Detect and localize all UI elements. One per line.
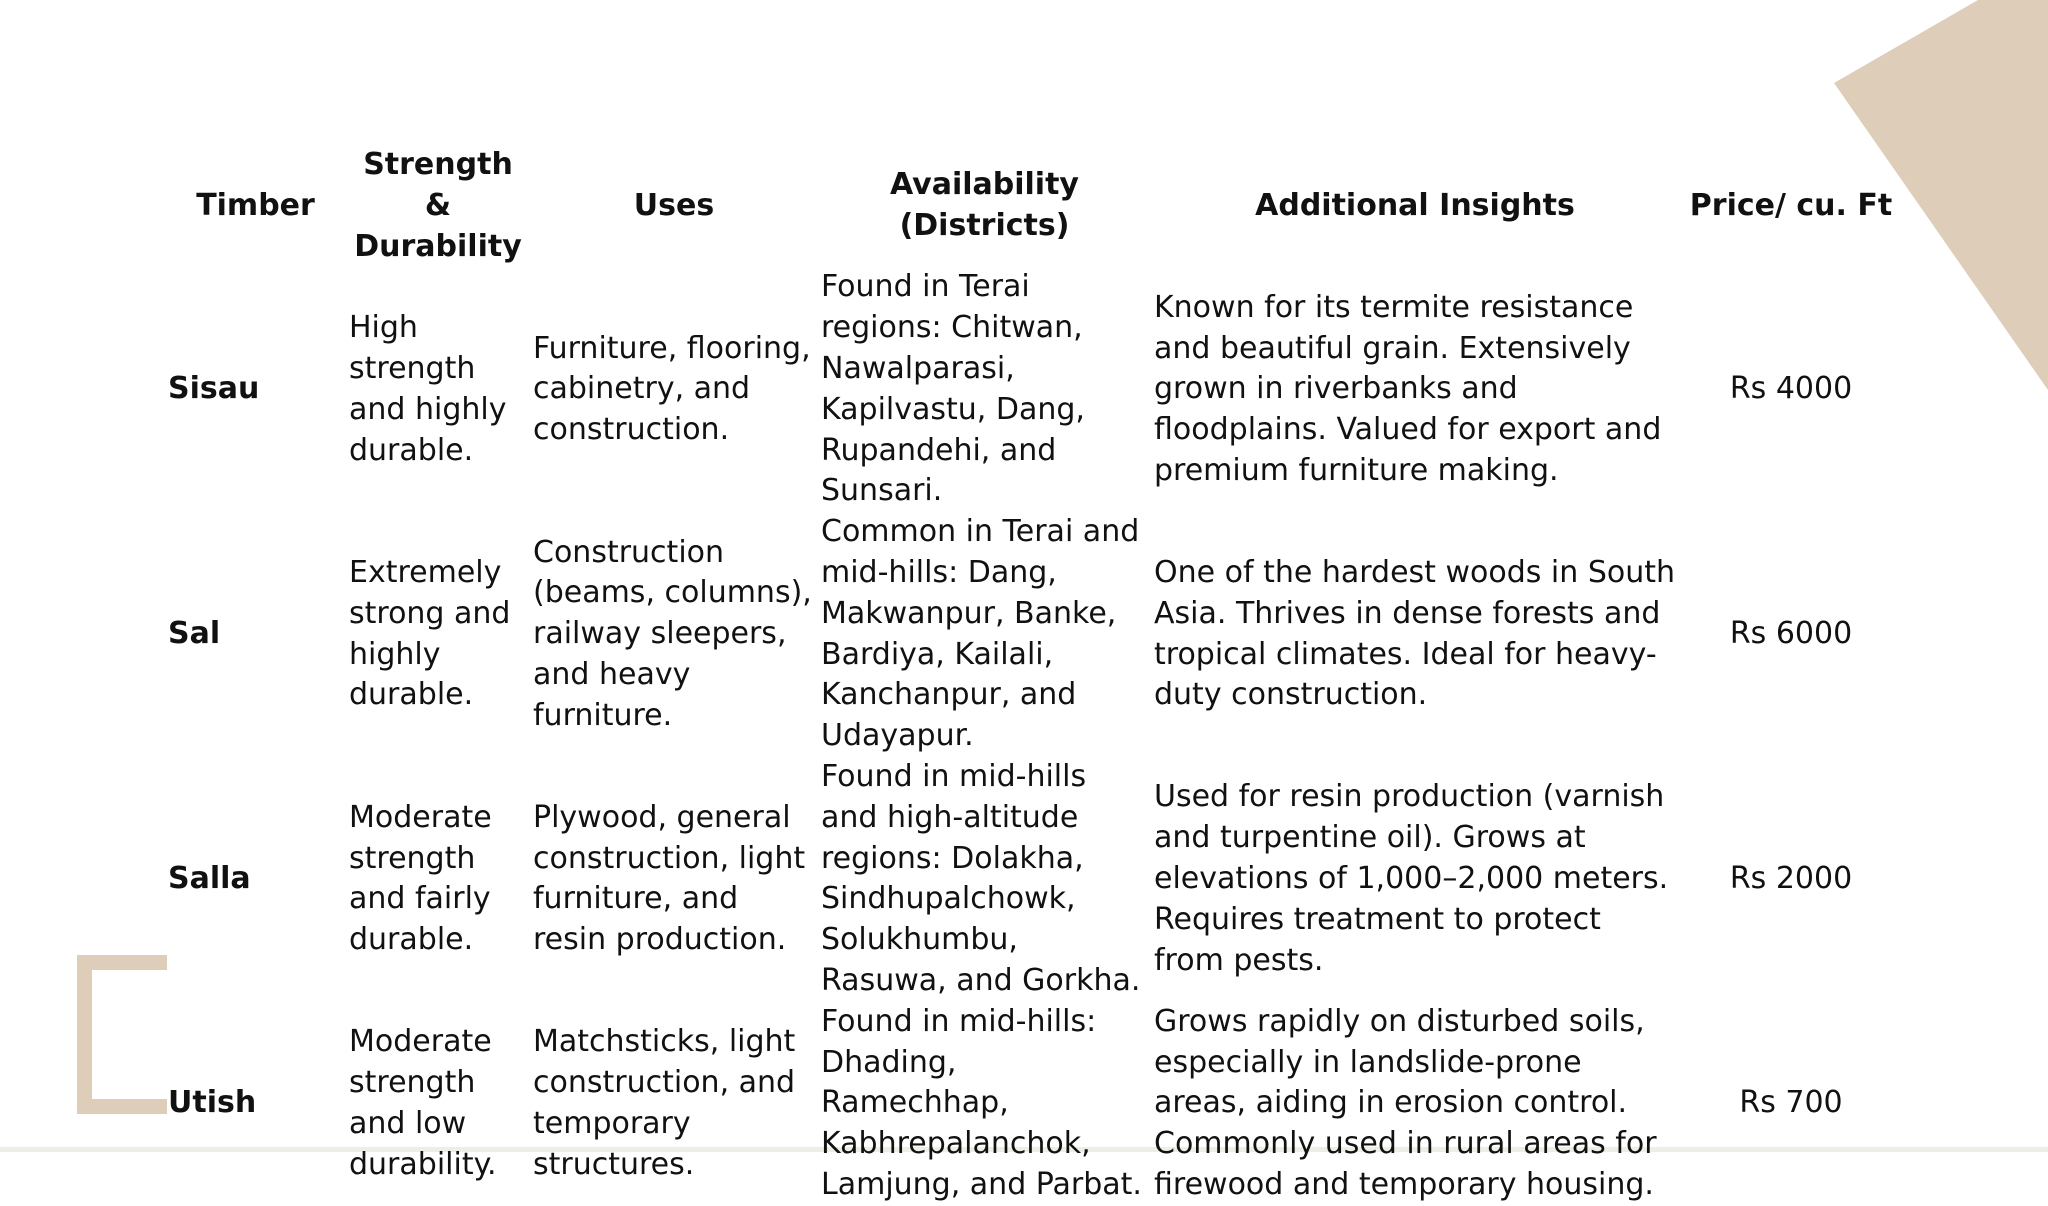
- uses-cell: Construction (beams, columns), railway sleepers, and heavy furniture.: [533, 534, 812, 733]
- timber-name: Sal: [168, 616, 221, 652]
- price-cell: Rs 700: [1739, 1085, 1843, 1121]
- price-cell: Rs 6000: [1729, 616, 1853, 652]
- price-cell: Rs 4000: [1729, 371, 1853, 407]
- table-row: [165, 1002, 1903, 1206]
- uses-cell: Matchsticks, light construction, and temporary structures.: [533, 1024, 796, 1182]
- strength-cell: Moderate strength and fairly durable.: [349, 799, 492, 958]
- header-timber: Timber: [196, 187, 315, 223]
- uses-cell: Plywood, general construction, light furniture, and resin production.: [533, 799, 806, 958]
- availability-cell: Found in mid-hills and high-altitude regions: Dolakha, Sindhupalchowk, Solukhumbu, Rasuwa, and Gorkha.: [821, 758, 1141, 998]
- header-price: Price/ cu. Ft: [1689, 187, 1893, 223]
- availability-cell: Found in mid-hills: Dhading, Ramechhap, Kabhrepalanchok, Lamjung, and Parbat.: [821, 1003, 1142, 1202]
- availability-cell: Common in Terai and mid-hills: Dang, Makwanpur, Banke, Bardiya, Kailali, Kanchanpur, and Udayapur.: [821, 514, 1140, 754]
- price-cell: Rs 2000: [1729, 860, 1853, 896]
- availability-cell: Found in Terai regions: Chitwan, Nawalparasi, Kapilvastu, Dang, Rupandehi, and Sunsari.: [821, 269, 1085, 509]
- header-availability: Availability (Districts): [890, 167, 1079, 244]
- header-strength: Strength & Durability: [354, 147, 522, 264]
- timber-name: Sisau: [168, 371, 260, 407]
- table-row: [165, 757, 1903, 1002]
- insights-cell: Known for its termite resistance and beautiful grain. Extensively grown in riverbanks and floodplains. Valued for export and premium furniture making.: [1154, 289, 1662, 488]
- insights-cell: Grows rapidly on disturbed soils, especially in landslide-prone areas, aiding in erosion control. Commonly used in rural areas for firewood and temporary housing.: [1154, 1003, 1657, 1202]
- strength-cell: Moderate strength and low durability.: [349, 1024, 497, 1182]
- header-insights: Additional Insights: [1255, 187, 1575, 223]
- insights-cell: One of the hardest woods in South Asia. Thrives in dense forests and tropical climates. Ideal for heavy-duty construction.: [1154, 554, 1676, 713]
- insights-cell: Used for resin production (varnish and turpentine oil). Grows at elevations of 1,000–2,000 meters. Requires treatment to protect from pests.: [1154, 779, 1669, 978]
- timber-name: Salla: [168, 860, 251, 896]
- strength-cell: High strength and highly durable.: [349, 310, 507, 468]
- strength-cell: Extremely strong and highly durable.: [349, 554, 511, 713]
- table-row: [165, 267, 1903, 512]
- decorative-bracket: [77, 955, 167, 1114]
- timber-name: Utish: [168, 1085, 257, 1121]
- header-uses: Uses: [633, 187, 715, 223]
- uses-cell: Furniture, flooring, cabinetry, and construction.: [533, 330, 811, 448]
- table-row: [165, 512, 1903, 757]
- table-header-row: [165, 145, 1903, 267]
- timber-table: [165, 145, 1903, 1206]
